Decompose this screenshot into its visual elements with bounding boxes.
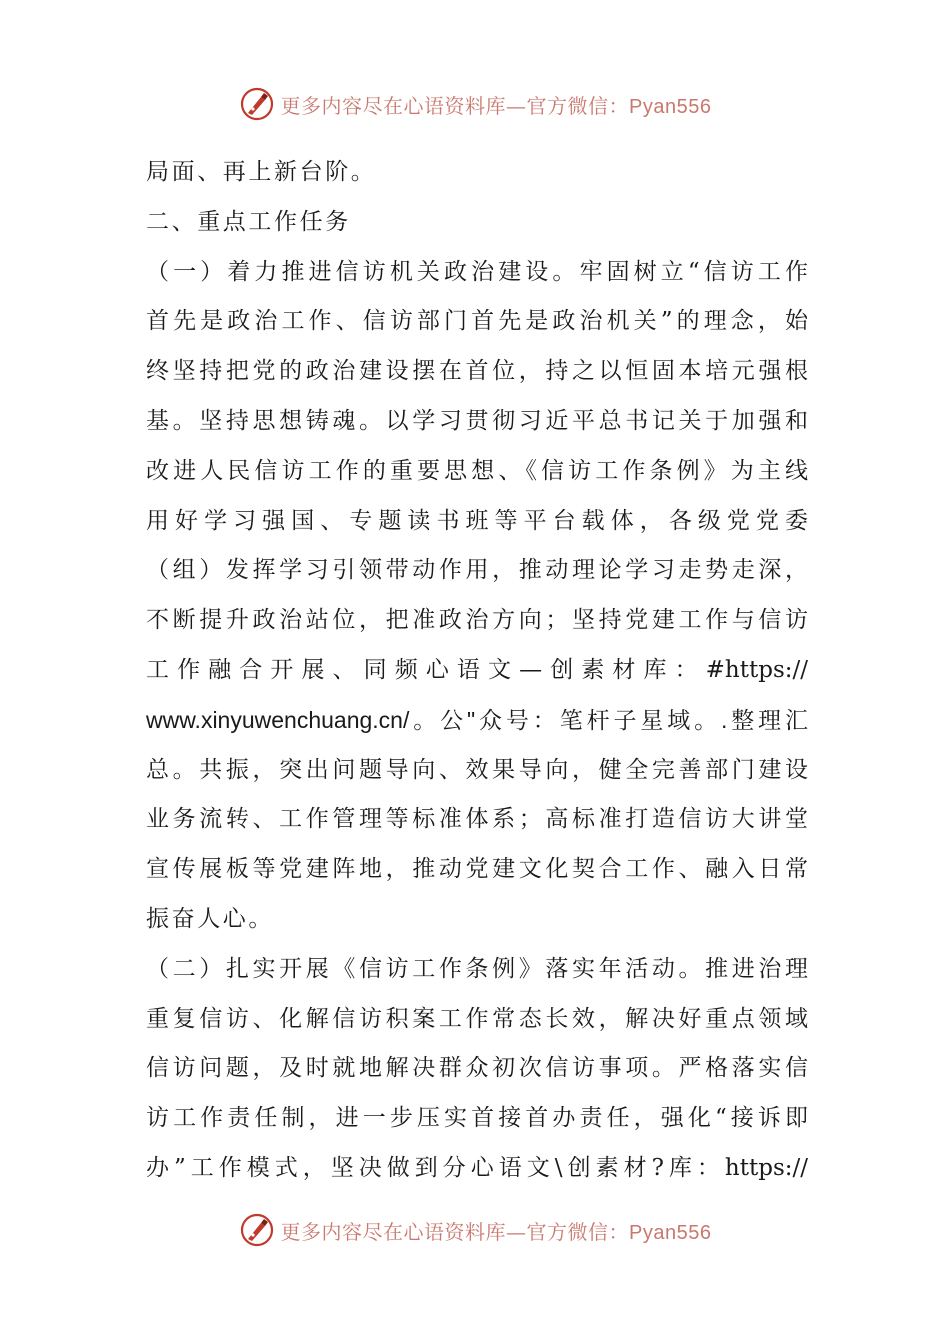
text-line-with-url: 办”工作模式，坚决做到分心语文\创素材?库：https:// (146, 1154, 808, 1181)
text-line-url: www.xinyuwenchuang.cn/。公"众号：笔杆子星域。.整理汇 (146, 706, 808, 733)
footer-banner-label: 更多内容尽在心语资料库—官方微信： (280, 1219, 630, 1244)
text-line: （一）着力推进信访机关政治建设。牢固树立“信访工作 (146, 258, 808, 285)
document-body (146, 148, 808, 1194)
text-line: 不断提升政治站位，把准政治方向；坚持党建工作与信访 (146, 607, 808, 634)
text-line: （二）扎实开展《信访工作条例》落实年活动。推进治理 (146, 955, 808, 982)
header-wechat-id: Pyan556 (629, 95, 712, 118)
pen-nib-circle-icon (239, 86, 275, 122)
footer-wechat-id: Pyan556 (629, 1221, 712, 1244)
header-banner-label: 更多内容尽在心语资料库—官方微信： (280, 93, 630, 118)
text-line: （组）发挥学习引领带动作用，推动理论学习走势走深， (146, 557, 808, 584)
text-line: 总。共振，突出问题导向、效果导向，健全完善部门建设 (146, 756, 808, 783)
section-heading: 二、重点工作任务 (146, 208, 351, 235)
text-line: 首先是政治工作、信访部门首先是政治机关”的理念，始 (146, 308, 808, 335)
text-line: 信访问题，及时就地解决群众初次信访事项。严格落实信 (146, 1055, 808, 1082)
header-banner (0, 84, 950, 124)
text-line: 宣传展板等党建阵地，推动党建文化契合工作、融入日常 (146, 856, 808, 883)
text-line: 重复信访、化解信访积案工作常态长效，解决好重点领域 (146, 1005, 808, 1032)
text-line: 访工作责任制，进一步压实首接首办责任，强化“接诉即 (146, 1105, 808, 1132)
footer-banner-inner (239, 1212, 712, 1248)
text-line: 用好学习强国、专题读书班等平台载体，各级党党委 (146, 507, 808, 534)
text-line: 局面、再上新台阶。 (146, 159, 377, 185)
header-banner-text (281, 90, 712, 119)
text-line-with-url: 工作融合开展、同频心语文—创素材库：#https:// (146, 656, 808, 683)
text-line: 振奋人心。 (146, 905, 274, 932)
text-line: 终坚持把党的政治建设摆在首位，持之以恒固本培元强根 (146, 358, 808, 385)
text-line: 改进人民信访工作的重要思想、《信访工作条例》为主线 (146, 457, 808, 484)
header-banner-inner (239, 86, 712, 122)
footer-banner-text (281, 1216, 712, 1245)
text-line: 基。坚持思想铸魂。以学习贯彻习近平总书记关于加强和 (146, 407, 808, 434)
text-line: 业务流转、工作管理等标准体系；高标准打造信访大讲堂 (146, 806, 808, 833)
footer-banner (0, 1210, 950, 1250)
pen-nib-circle-icon (239, 1212, 275, 1248)
